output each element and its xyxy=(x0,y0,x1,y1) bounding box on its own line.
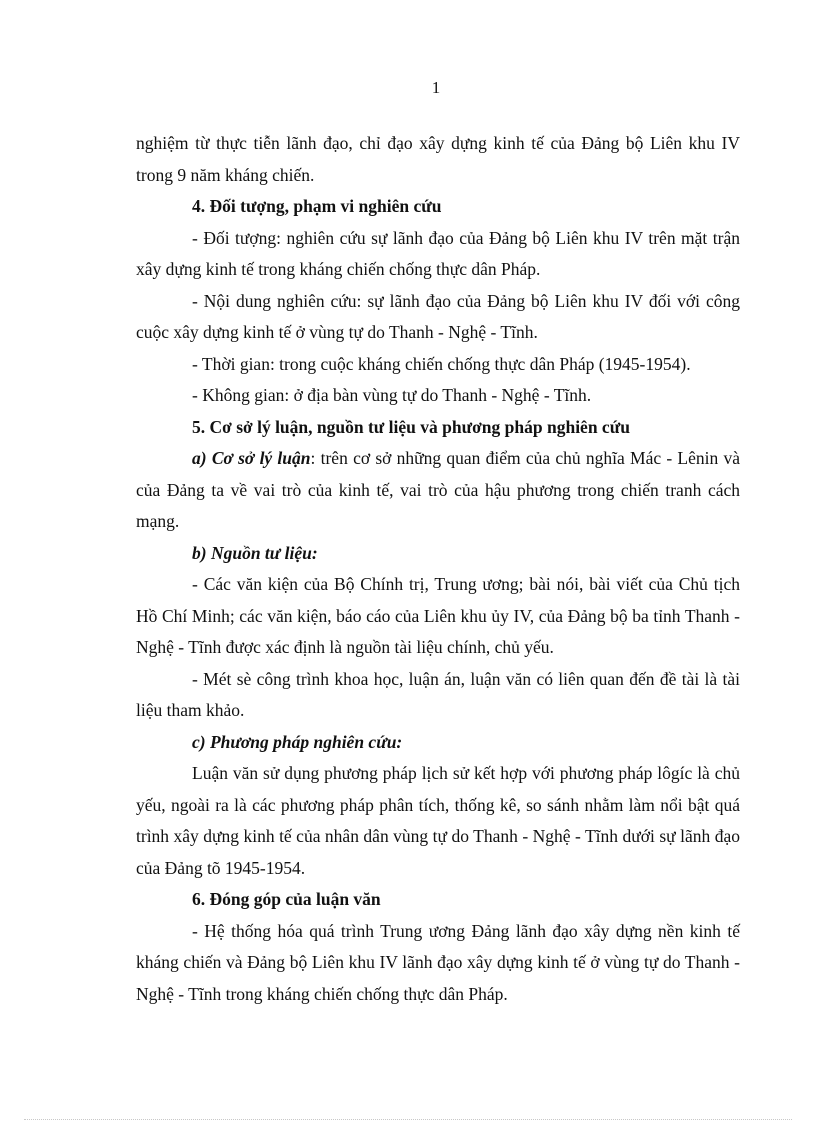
paragraph-subject: - Đối tượng: nghiên cứu sự lãnh đạo của Đảng bộ Liên khu IV trên mặt trận xây dựng kinh tế trong kháng chiến chống thực dân Pháp. xyxy=(136,227,740,279)
paragraph-contribution: - Hệ thống hóa quá trình Trung ương Đảng lãnh đạo xây dựng nền kinh tế kháng chiến và Đảng bộ Liên khu IV lãnh đạo xây dựng kinh tế ở vùng tự do Thanh - Nghệ - Tĩnh trong kháng chiến chống thực dân Pháp. xyxy=(136,920,740,1004)
page-bottom-divider xyxy=(24,1119,792,1120)
paragraph-time: - Thời gian: trong cuộc kháng chiến chống thực dân Pháp (1945-1954). xyxy=(192,353,691,374)
paragraph-methods: Luận văn sử dụng phương pháp lịch sử kết hợp với phương pháp lôgíc là chủ yếu, ngoài ra là các phương pháp phân tích, thống kê, so sánh nhằm làm nổi bật quá trình xây dựng kinh tế của nhân dân vùng tự do Thanh - Nghệ - Tĩnh dưới sự lãnh đạo của Đảng tõ 1945-1954. xyxy=(136,763,740,878)
subheading-methods: c) Phương pháp nghiên cứu: xyxy=(192,731,403,752)
section-heading-4: 4. Đối tượng, phạm vi nghiên cứu xyxy=(192,196,442,216)
theory-text: : trên cơ sở những quan điểm của chủ nghĩa Mác - Lênin và của Đảng ta về vai trò của kinh tế, vai trò của hậu phương trong chiến tranh cách mạng. xyxy=(136,448,740,531)
section-heading-5: 5. Cơ sở lý luận, nguồn tư liệu và phương pháp nghiên cứu xyxy=(192,416,630,437)
theory-label: a) Cơ sở lý luận xyxy=(192,448,311,468)
section-heading-6: 6. Đóng góp của luận văn xyxy=(192,889,381,909)
paragraph-content: - Nội dung nghiên cứu: sự lãnh đạo của Đảng bộ Liên khu IV đối với công cuộc xây dựng kinh tế ở vùng tự do Thanh - Nghệ - Tĩnh. xyxy=(136,290,740,342)
subheading-sources: b) Nguồn tư liệu: xyxy=(192,542,318,563)
paragraph-theory xyxy=(136,443,740,538)
document-body xyxy=(136,128,740,1010)
paragraph-sources-main: - Các văn kiện của Bộ Chính trị, Trung ương; bài nói, bài viết của Chủ tịch Hồ Chí Minh; các văn kiện, báo cáo của Liên khu ủy IV, của Đảng bộ ba tỉnh Thanh - Nghệ - Tĩnh được xác định là nguồn tài liệu chính, chủ yếu. xyxy=(136,574,740,657)
paragraph-space: - Không gian: ở địa bàn vùng tự do Thanh - Nghệ - Tĩnh. xyxy=(192,385,592,405)
paragraph-continuation: nghiệm từ thực tiễn lãnh đạo, chỉ đạo xây dựng kinh tế của Đảng bộ Liên khu IV trong 9 năm kháng chiến. xyxy=(136,133,740,185)
paragraph-sources-reference: - Mét sè công trình khoa học, luận án, luận văn có liên quan đến đề tài là tài liệu tham khảo. xyxy=(136,668,740,720)
page-number: 1 xyxy=(431,78,441,97)
